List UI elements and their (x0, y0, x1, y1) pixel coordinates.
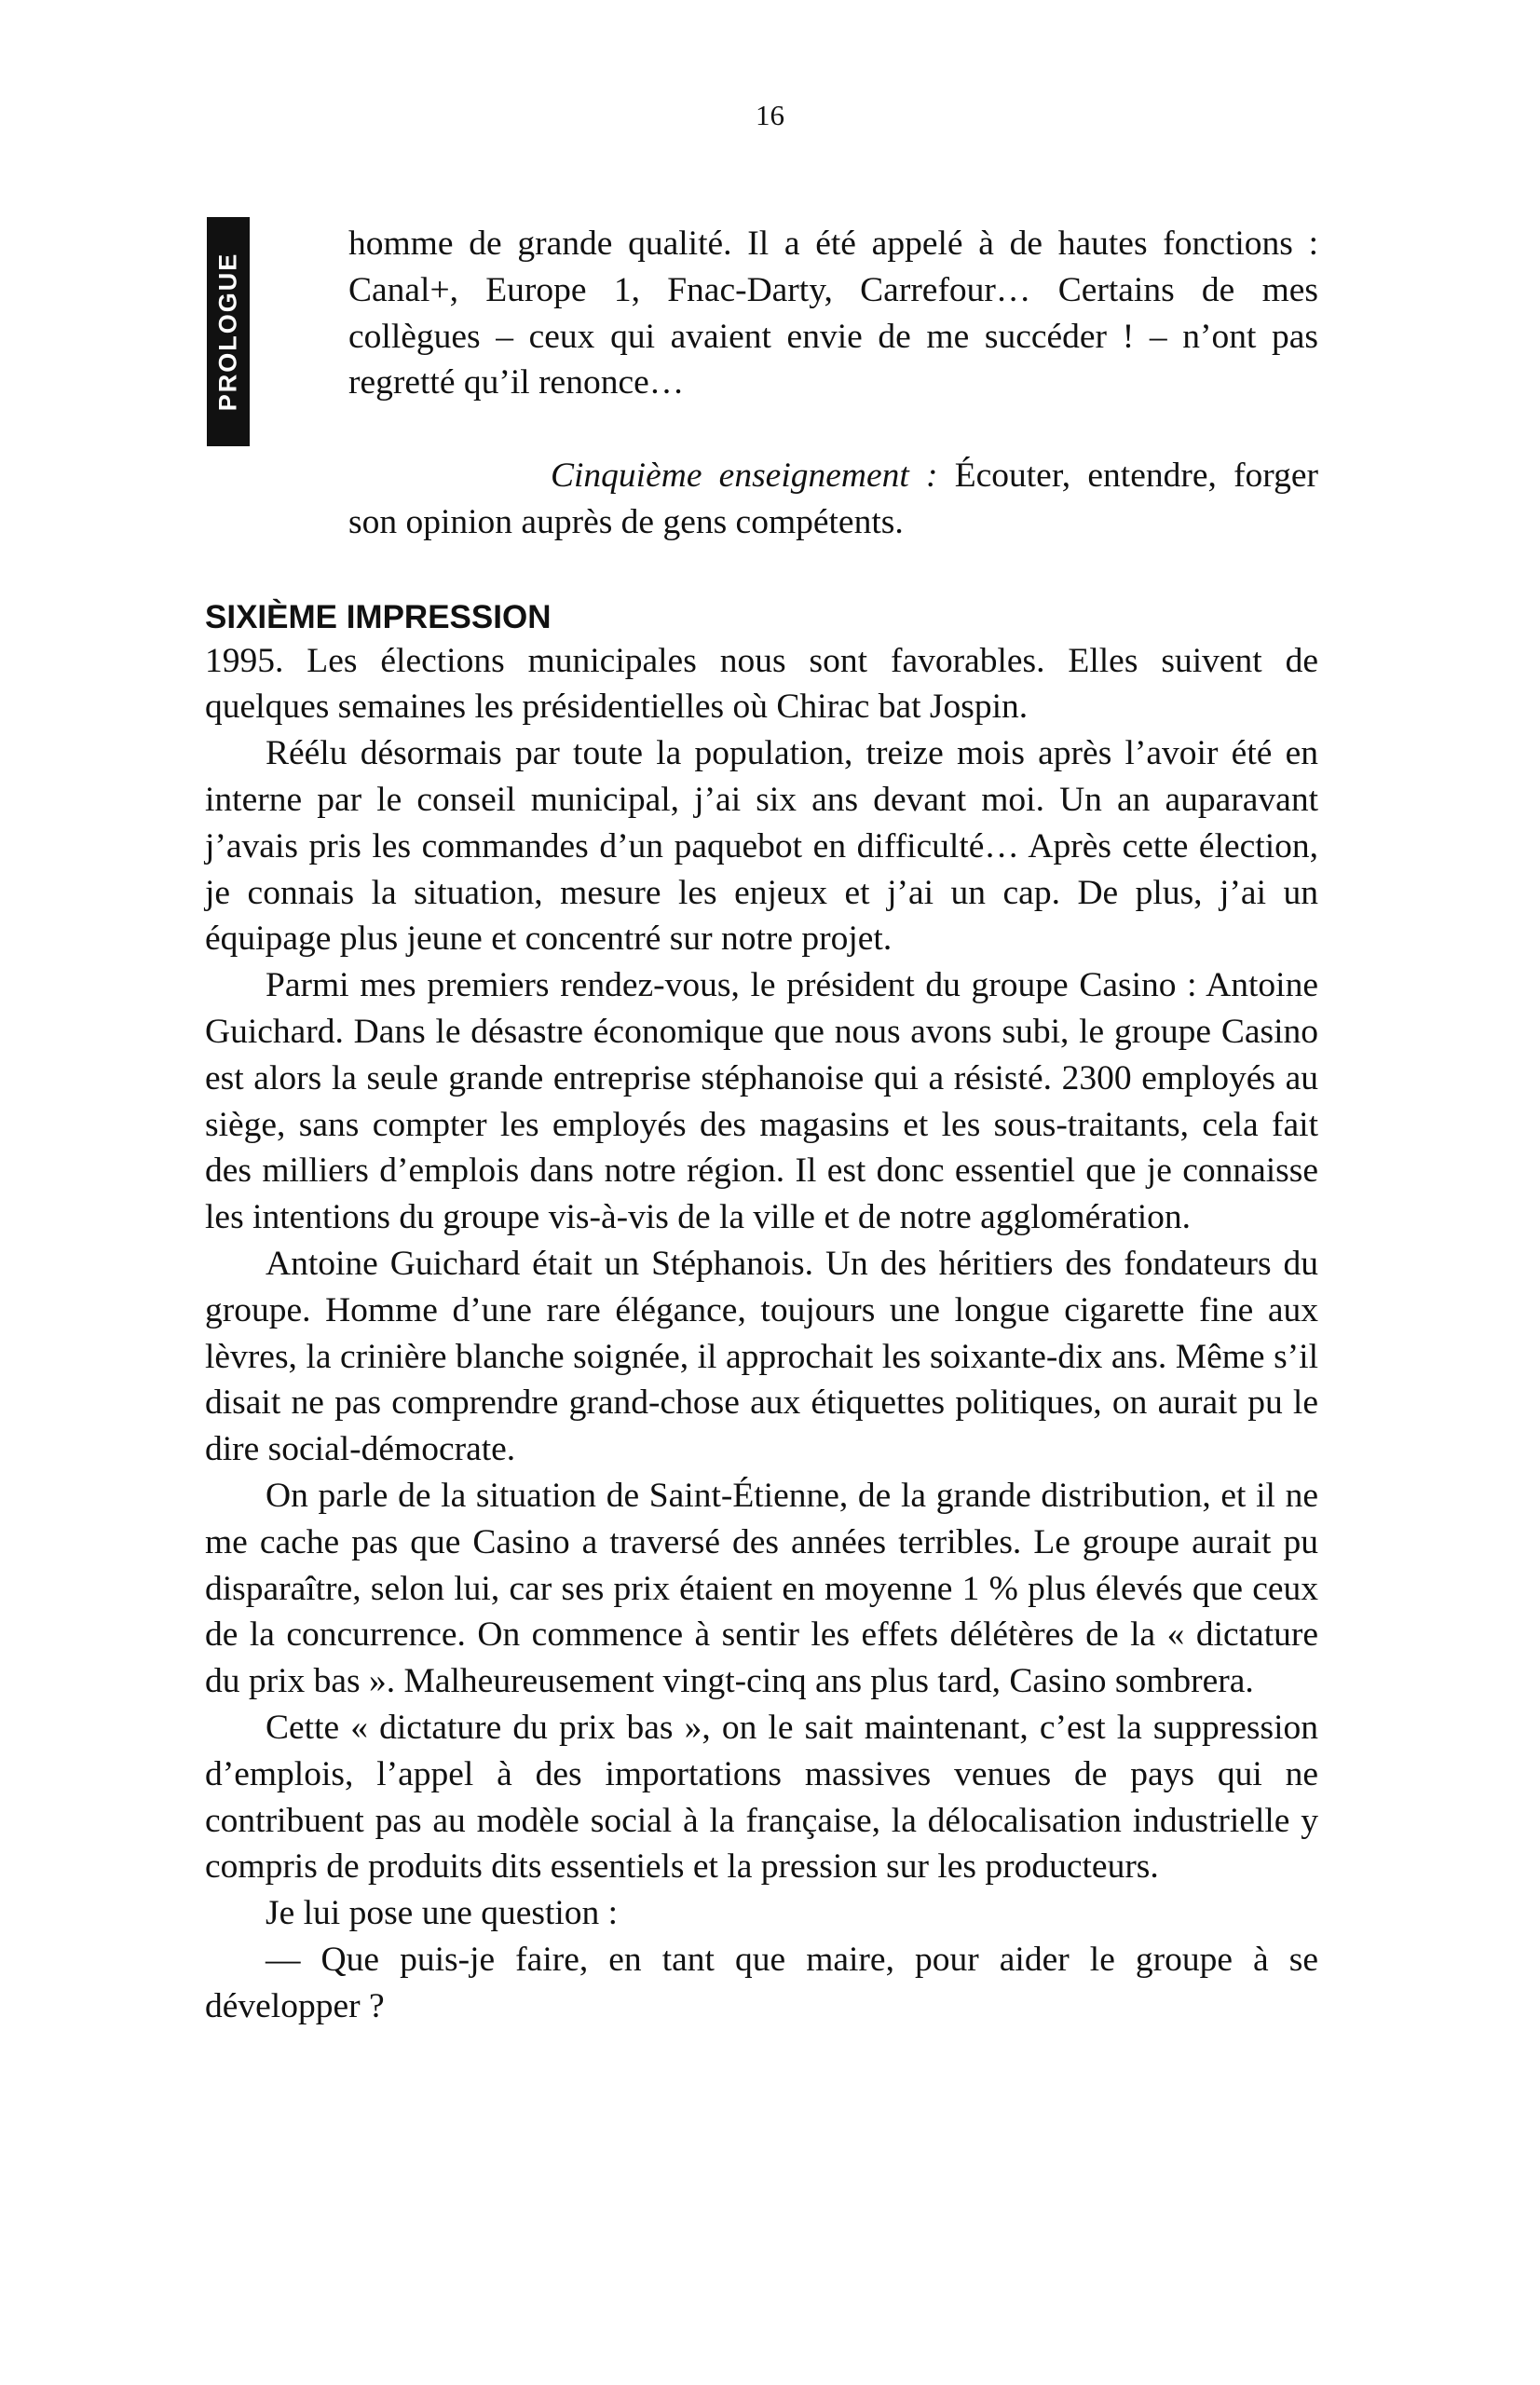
lesson-paragraph (348, 453, 1318, 546)
paragraph: Antoine Guichard était un Stéphanois. Un des héritiers des fondateurs du groupe. Homme d’une rare élégance, toujours une longue cigarette fine aux lèvres, la crinière blanche soignée, il approchait les soixante-dix ans. Même s’il disait ne pas comprendre grand-chose aux étiquettes politiques, on aurait pu le dire social-démocrate. (205, 1244, 1318, 1469)
paragraph: Réélu désormais par toute la population, treize mois après l’avoir été en interne par le conseil municipal, j’ai six ans devant moi. Un an auparavant j’avais pris les commandes d’un paquebot en difficulté… Après cette élection, je connais la situation, mesure les enjeux et j’ai un cap. De plus, j’ai un équipage plus jeune et concentré sur notre projet. (205, 734, 1318, 959)
opening-paragraph: homme de grande qualité. Il a été appelé à de hautes fonctions : Canal+, Europe 1, Fnac-Darty, Carrefour… Certains de mes collègues – ceux qui avaient envie de me succéder ! – n’ont pas regretté qu’il renonce… (348, 225, 1318, 402)
page-body (205, 221, 1318, 2029)
page-number: 16 (756, 99, 784, 131)
lesson-label: Cinquième enseignement : (551, 456, 938, 495)
paragraph: Je lui pose une question : (266, 1894, 619, 1933)
dialogue-line: — Que puis-je faire, en tant que maire, pour aider le groupe à se développer ? (205, 1940, 1318, 2025)
lesson-text: Écouter, entendre, forger son opinion auprès de gens compétents. (348, 456, 1319, 541)
chapter-side-tab-label: PROLOGUE (213, 252, 242, 412)
paragraph: Parmi mes premiers rendez-vous, le président du groupe Casino : Antoine Guichard. Dans le désastre économique que nous avons subi, le groupe Casino est alors la seule grande entreprise stéphanoise qui a résisté. 2300 employés au siège, sans compter les employés des magasins et les sous-traitants, cela fait des milliers d’emplois dans notre région. Il est donc essentiel que je connaisse les intentions du groupe vis-à-vis de la ville et de notre agglomération. (205, 966, 1318, 1237)
paragraph: Cette « dictature du prix bas », on le sait maintenant, c’est la suppression d’emplois, l’appel à des importations massives venues de pays qui ne contribuent pas au modèle social à la française, la délocalisation industrielle y compris de produits dits essentiels et la pression sur les producteurs. (205, 1708, 1318, 1887)
section-heading: SIXIÈME IMPRESSION (205, 598, 552, 635)
paragraph: On parle de la situation de Saint-Étienne, de la grande distribution, et il ne me cache pas que Casino a traversé des années terribles. Le groupe aurait pu disparaître, selon lui, car ses prix étaient en moyenne 1 % plus élevés que ceux de la concurrence. On commence à sentir les effets délétères de la « dictature du prix bas ». Malheureusement vingt-cinq ans plus tard, Casino sombrera. (205, 1476, 1318, 1701)
paragraph: 1995. Les élections municipales nous sont favorables. Elles suivent de quelques semaines les présidentielles où Chirac bat Jospin. (205, 641, 1318, 727)
